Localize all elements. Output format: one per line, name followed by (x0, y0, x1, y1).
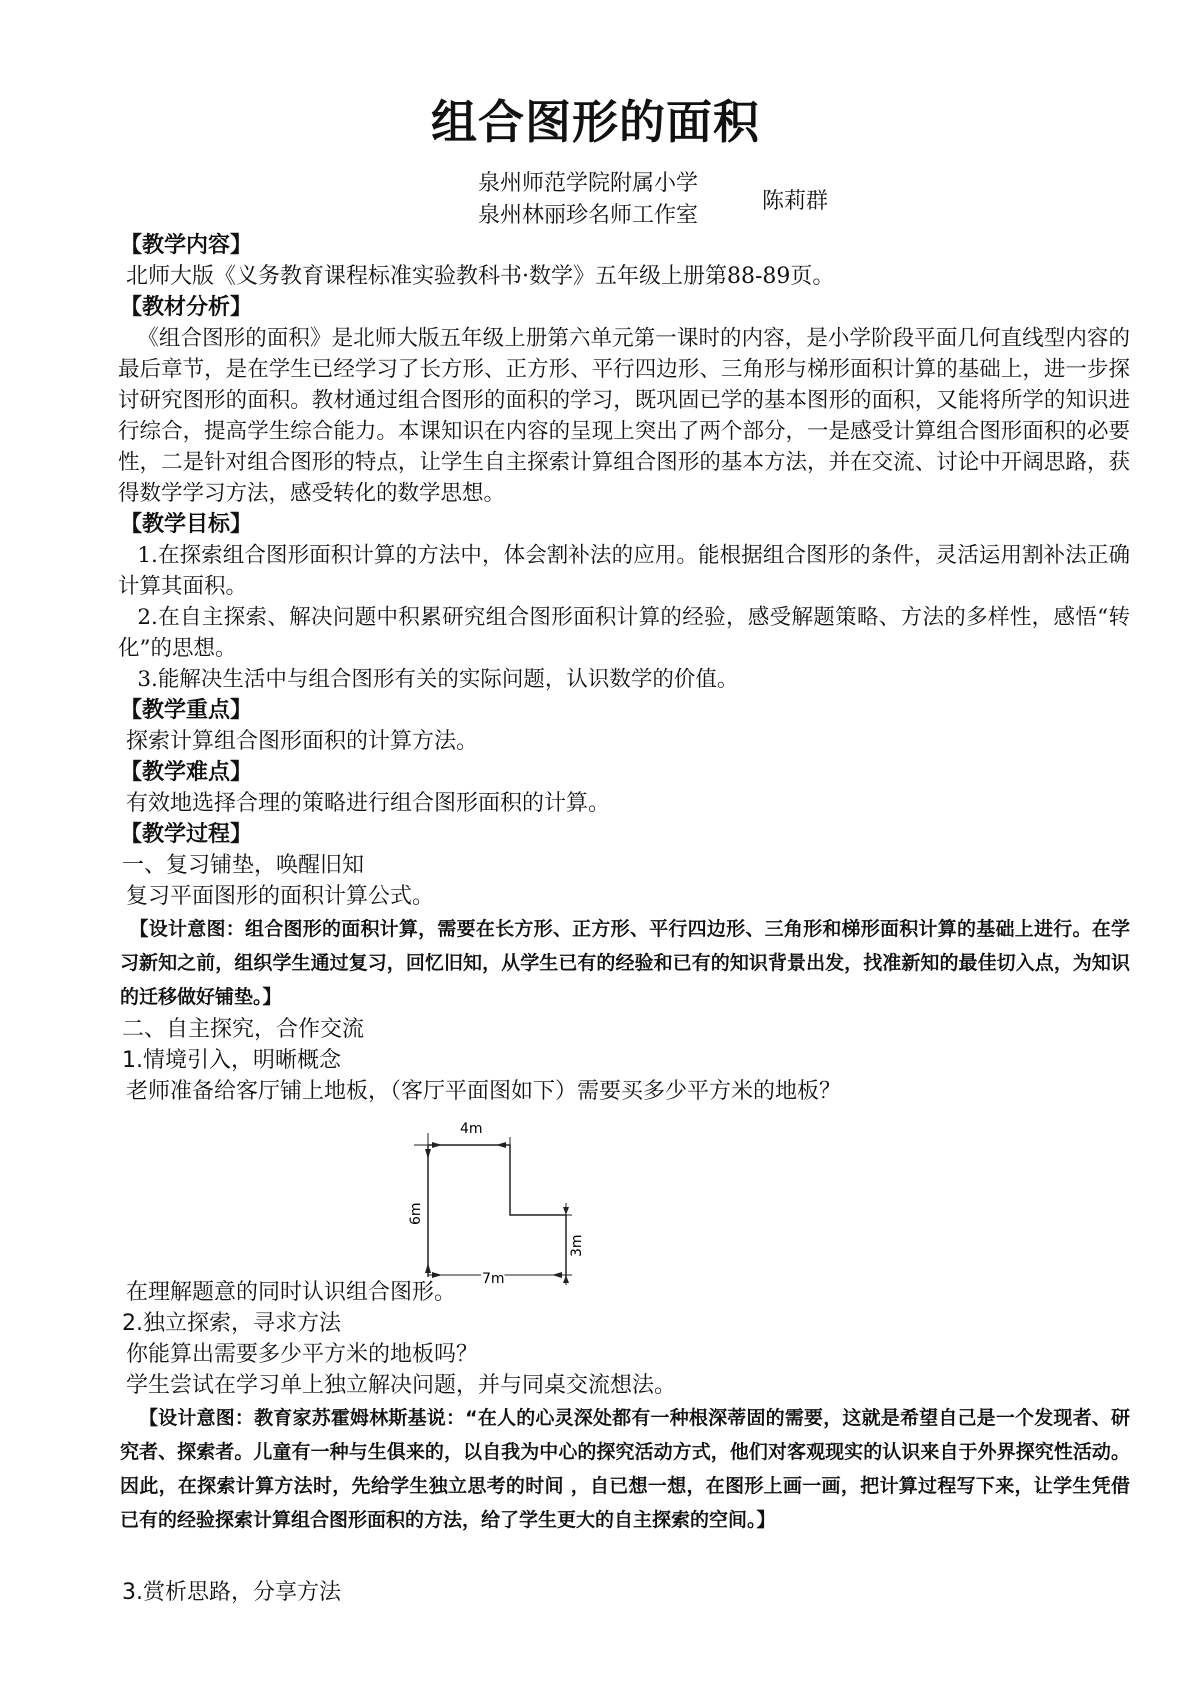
affiliation-line: 泉州师范学院附属小学 (478, 171, 699, 196)
room-outline (428, 1145, 566, 1277)
paragraph: 学生尝试在学习单上独立解决问题，并与同桌交流想法。 (126, 1373, 677, 1398)
section-heading: 【教学目标】 (120, 512, 253, 537)
design-intent-note: 【设计意图：教育家苏霍姆林斯基说：“在人的心灵深处都有一种根深蒂固的需要，这就是希望自己是一个发现者、研究者、探索者。儿童有一种与生俱来的，以自我为中心的探究活动方式，他们对客观现实的认识来自于外界探究性活动。因此，在探索计算方法时，先给学生独立思考的时间 ，自已想一想，在图形上画一画，把计算过程写下来，让学生凭借已有的经验探索计算组合图形面积的方法，给了学生更大的自主探索的空间。】 (120, 1407, 1130, 1531)
paragraph: 在理解题意的同时认识组合图形。 (126, 1280, 457, 1305)
paragraph: 《组合图形的面积》是北师大版五年级上册第六单元第一课时的内容，是小学阶段平面几何直线型内容的最后章节，是在学生已经学习了长方形、正方形、平行四边形、三角形与梯形面积计算的基础上，进一步探讨研究图形的面积。教材通过组合图形的面积的学习，既巩固已学的基本图形的面积，又能将所学的知识进行综合，提高学生综合能力。本课知识在内容的呈现上突出了两个部分，一是感受计算组合图形面积的必要性，二是针对组合图形的特点，让学生自主探索计算组合图形的基本方法，并在交流、讨论中开阔思路，获得数学学习方法，感受转化的数学思想。 (118, 326, 1130, 506)
goal-item: 3.能解决生活中与组合图形有关的实际问题，认识数学的价值。 (137, 667, 739, 692)
affiliation (478, 168, 698, 232)
paragraph: 你能算出需要多少平方米的地板吗？ (126, 1342, 479, 1367)
dimension-label-top: 4m (460, 1121, 483, 1137)
floor-plan-diagram (120, 1107, 720, 1287)
page-title: 组合图形的面积 (431, 95, 760, 149)
paragraph: 复习平面图形的面积计算公式。 (126, 884, 435, 909)
design-intent-note: 【设计意图：组合图形的面积计算，需要在长方形、正方形、平行四边形、三角形和梯形面积计算的基础上进行。在学习新知之前，组织学生通过复习，回忆旧知，从学生已有的经验和已有的知识背景出发，找准新知的最佳切入点，为知识的迁移做好铺垫。】 (120, 918, 1130, 1008)
dimension-label-left: 6m (408, 1202, 424, 1225)
affiliation-line: 泉州林丽珍名师工作室 (478, 203, 699, 228)
paragraph: 探索计算组合图形面积的计算方法。 (126, 729, 479, 754)
paragraph: 有效地选择合理的策略进行组合图形面积的计算。 (126, 791, 611, 816)
goal-item: 2.在自主探索、解决问题中积累研究组合图形面积计算的经验，感受解题策略、方法的多样性，感悟“转化”的思想。 (118, 605, 1130, 661)
step-heading: 一、复习铺垫，唤醒旧知 (122, 853, 365, 878)
goal-item: 1.在探索组合图形面积计算的方法中，体会割补法的应用。能根据组合图形的条件，灵活运用割补法正确计算其面积。 (118, 543, 1130, 599)
dimension-label-right: 3m (569, 1234, 585, 1257)
dimension-label-bottom: 7m (482, 1271, 505, 1287)
step-heading: 二、自主探究，合作交流 (122, 1017, 365, 1042)
paragraph: 老师准备给客厅铺上地板，（客厅平面图如下）需要买多少平方米的地板？ (126, 1079, 842, 1104)
section-heading: 【教学重点】 (120, 698, 253, 723)
substep-heading: 2.独立探索，寻求方法 (122, 1311, 341, 1336)
author-name: 陈莉群 (762, 189, 829, 214)
section-heading: 【教材分析】 (120, 295, 253, 320)
substep-heading: 1.情境引入，明晰概念 (122, 1048, 341, 1073)
section-heading: 【教学过程】 (120, 822, 253, 847)
document-body (120, 230, 1130, 1608)
paragraph: 北师大版《义务教育课程标准实验教科书·数学》五年级上册第88-89页。 (126, 264, 835, 289)
spacer (120, 1537, 1130, 1577)
floor-plan-figure (120, 1107, 1130, 1287)
section-heading: 【教学内容】 (120, 233, 253, 258)
section-heading: 【教学难点】 (120, 760, 253, 785)
substep-heading: 3.赏析思路，分享方法 (122, 1580, 341, 1605)
